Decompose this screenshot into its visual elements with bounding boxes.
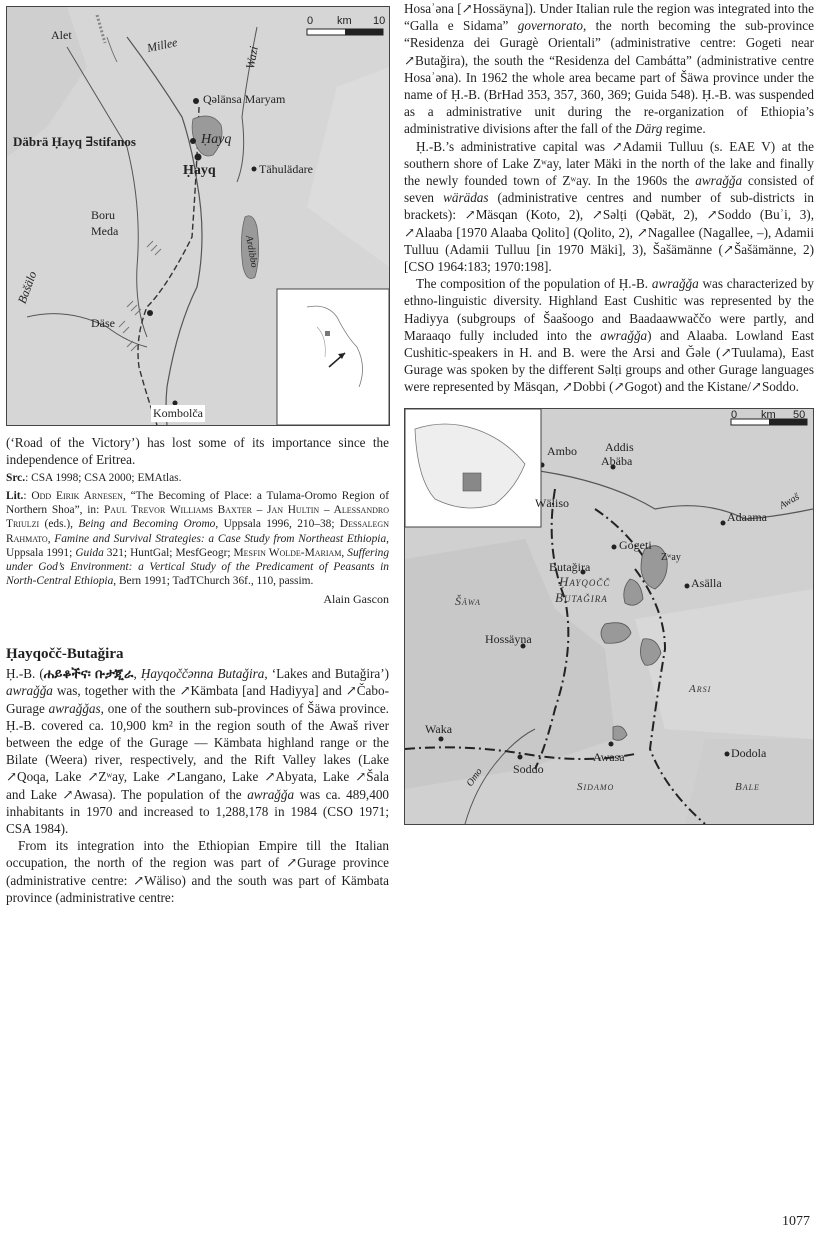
map2-scale-start: 0	[731, 408, 738, 421]
paragraph-capital	[404, 138, 814, 276]
page-number: 1077	[782, 1214, 810, 1229]
p2-text-d: was, together with the ↗Kämbata [and Hadiyya] and ↗Čabo-Gurage	[6, 683, 389, 716]
p2-text-f: was ca. 489,400 inhabitants in 1970 and increased to 1,288,178 in 1984 (CSO 1971; CSA 1984).	[6, 786, 390, 837]
label-tahuladare: Tähulädare	[259, 162, 313, 176]
p4-italic-2: Därg	[635, 121, 663, 137]
p4-text-c: regime.	[662, 121, 706, 137]
lit-book-3: Guida	[75, 546, 104, 559]
label-dase: Däse	[91, 316, 115, 330]
paragraph-definition	[6, 665, 389, 837]
label-hossayna: Hossäyna	[485, 631, 532, 646]
lit-book-1: Being and Becoming Oromo	[78, 518, 216, 531]
label-awasa: Awasa	[593, 749, 625, 764]
article-author: Alain Gascon	[323, 591, 389, 606]
lit-text-3: (eds.),	[39, 518, 79, 531]
label-alet: Alet	[51, 28, 72, 42]
hayq-map-graphic	[7, 7, 389, 425]
adaama-dot	[721, 520, 726, 525]
label-ambo: Ambo	[547, 443, 577, 458]
map1-scale-unit: km	[337, 15, 352, 27]
label-wazi: Wazi	[242, 45, 261, 70]
dodola-dot	[725, 751, 730, 756]
p4-italic-1: governorato	[517, 18, 583, 34]
p6-text-b: was characterized by ethno-linguistic diversity. Highland East Cushitic was represented by the Hadiyya (subgroups of Šaašoogo and Baadaawwaččo were partly, and Maraaqo fully included into the	[404, 276, 815, 343]
map1-scale-start: 0	[307, 15, 314, 27]
label-meda: Meda	[91, 224, 119, 238]
hayqocc-butagira-map	[404, 408, 814, 825]
label-awas: Awaš	[777, 491, 802, 512]
label-waka: Waka	[425, 721, 453, 736]
dabra-hayq-dot	[190, 138, 196, 144]
label-dodola: Dodola	[731, 745, 767, 760]
p2-ethiopic: ሐይቆችና፡ ቡታጂራ	[43, 666, 134, 682]
label-asalla: Asälla	[691, 575, 722, 590]
label-region-hayqocc: Ḥayqočč	[559, 573, 611, 589]
p5-text-a: Ḥ.-B.’s administrative capital was ↗Adamii Tulluu (s. EAE V) at the southern shore of Lake Zʷay, later Mäki in the north of the lake and finally the newly founded town of Zʷay. In the 1960s the	[404, 138, 814, 189]
label-region-butagira: Butaǧira	[555, 589, 608, 605]
p5-text-c: (administrative centres and number of sub-districts in brackets): ↗Mäsqan (Koto, 2), ↗Səlṭi (Qəbät, 2), ↗Soddo (Buʾi, 3), ↗Alaaba [1970 Alaaba Qolito] (Qolito, 2), ↗Nagallee (Nagallee, –), Adamii Tulluu (Adamii Tulluu [in 1970 Mäki], 3), Šašämänne (↗Šašämänne, 2) [CSO 1964:183; 1970:198].	[404, 190, 815, 275]
awasa-dot	[609, 741, 614, 746]
label-zway: Zʷay	[661, 551, 681, 563]
paragraph-intro: (‘Road of the Victory’) has lost some of its importance since the independence of Eritrea.	[6, 435, 389, 468]
lit-text-4: , Uppsala 1996, 210–38;	[215, 518, 340, 531]
gogeti-dot	[612, 544, 617, 549]
p6-italic-2: awraǧǧa	[600, 327, 648, 343]
p6-text-a: The composition of the population of Ḥ.-B.	[416, 276, 652, 292]
hayq-region-map	[6, 6, 390, 426]
label-adaama: Adaama	[727, 509, 767, 524]
label-dabra-hayq: Däbrä Ḥayq ∃stifanos	[13, 134, 136, 149]
label-ababa: Abäba	[601, 453, 633, 468]
map2-scale-unit: km	[761, 408, 776, 421]
lit-author-2: Paul Trevor Williams Baxter – Jan Hultin – Alessandro Triulzi	[6, 504, 390, 531]
entry-title: Ḥayqočč-Butaǧira	[6, 645, 124, 662]
p2-italic-2: awraǧǧa	[6, 683, 53, 699]
left-column	[6, 0, 389, 906]
label-boru: Boru	[91, 208, 115, 222]
lit-text-6: , Uppsala 1991;	[6, 532, 389, 559]
label-butagira: Butaǧira	[549, 559, 591, 574]
hayq-town-dot	[195, 154, 202, 161]
paragraph-history: From its integration into the Ethiopian Empire till the Italian occupation, the north of the region was part of ↗Gurage province (administrative centre: ↗Wäliso) and the south was part of Kämbata province (administrative centre:	[6, 838, 389, 905]
lit-text-5: ,	[47, 532, 55, 545]
map2-scale-end: 50	[793, 408, 806, 421]
label-soddo: Soddo	[513, 761, 544, 776]
p2-text-a: Ḥ.-B. (	[6, 666, 44, 682]
label-bosalo: Bašälo	[14, 269, 40, 306]
soddo-dot	[518, 754, 523, 759]
paragraph-italian-rule	[404, 0, 814, 138]
sources-text: : CSA 1998; CSA 2000; EMAtlas.	[25, 472, 182, 485]
lit-text-9: , Bern 1991; TadTChurch 36f., 110, passim.	[113, 575, 314, 588]
p5-italic-1: awraǧǧa	[695, 173, 743, 189]
right-column	[404, 0, 814, 825]
label-arsi: Arsi	[689, 682, 712, 695]
lit-author-1: Odd Eirik Arnesen	[31, 489, 123, 502]
lit-text-1: :	[23, 489, 32, 502]
p2-italic-1: Ḥayqoččənna Butaǧira	[140, 666, 265, 682]
lit-text-8: ,	[341, 546, 348, 559]
asalla-dot	[685, 583, 690, 588]
p4-text-a: Hosaʾəna [↗Hossäyna]). Under Italian rule the region was integrated into the “Galla e Sidama”	[404, 1, 814, 34]
label-millee: Millee	[145, 34, 179, 56]
literature-label: Lit.	[6, 489, 24, 502]
p2-italic-3: awraǧǧas	[48, 700, 101, 716]
label-gogeti: Gogeti	[619, 537, 652, 552]
label-sawa: Šäwa	[455, 593, 481, 608]
lit-book-4: Suffering under God’s Environment: a Vertical Study of the Predicament of Peasants in North-Central Ethiopia	[6, 546, 390, 588]
label-omo: Omo	[464, 766, 485, 789]
p5-italic-2: wärädas	[443, 190, 489, 206]
lit-text-2: , “The Becoming of Place: a Tulama-Oromo Region of Northern Shoa”, in:	[6, 489, 389, 516]
label-qalansa-maryam: Qəlänsa Maryam	[203, 92, 286, 106]
label-ardibbo: Ardibbo	[243, 234, 260, 269]
p2-text-b: ,	[133, 666, 141, 682]
label-hayq-town: Ḥayq	[183, 163, 216, 178]
label-waliso: Wäliso	[535, 495, 569, 510]
p6-text-c: ) and Alaaba. Lowland East Cushitic-speakers in H. and B. were the Arsi and Ǧəle (↗Tuulama), East Gurage was spoken by the different Səlṭi groups and other Gurage languages were represented by Mäsqan, ↗Dobbi (↗Gogot) and the Kistane/↗Soddo.	[404, 327, 814, 395]
lit-author-3: Dessalegn Rahmato	[6, 518, 389, 545]
label-addis: Addis	[605, 439, 634, 454]
qalansa-maryam-dot	[193, 98, 199, 104]
dase-dot	[147, 310, 153, 316]
p2-text-e: , one of the southern sub-provinces of Šäwa province. Ḥ.-B. covered ca. 10,900 km² in the region south of the Awaš river between the edge of the Gurage — Kämbata highland range or the Bilate (Weera) river, respectively, and the Rift Valley lakes (Lake ↗Qoqa, Lake ↗Zʷay, Lake ↗Langano, Lake ↗Abyata, Lake ↗Šala and Lake ↗Awasa). The population of the	[6, 700, 389, 802]
sources-label: Src.	[6, 472, 26, 485]
label-hayq-lake: Ḥayq	[201, 132, 232, 147]
lit-author-4: Mesfin Wolde-Mariam	[233, 546, 342, 559]
paragraph-population	[404, 275, 814, 395]
label-bale: Bale	[735, 780, 760, 793]
p4-text-b: , the north becoming the sub-province “Residenza dei Guragè Orientali” (administrative centre: Gogeti near ↗Butaǧira), the south the “Residenza del Cambátta” (administrative centre Hosaʾəna). In 1962 the whole area became part of Šäwa province under the name of Ḥ.-B. (BrHad 353, 357, 360, 369; Guida 548). Ḥ.-B. was suspended as a administrative unit during the re-organization of Ethiopia’s administrative divisions after the fall of the	[404, 18, 814, 137]
label-sidamo: Sidamo	[577, 780, 615, 793]
literature	[6, 489, 389, 589]
p2-text-c: , ‘Lakes and Butaǧira’)	[264, 666, 390, 682]
lit-book-2: Famine and Survival Strategies: a Case Study from Northeast Ethiopia	[54, 532, 387, 545]
p5-text-b: consisted of seven	[404, 173, 814, 206]
p6-italic-1: awraǧǧa	[651, 276, 699, 292]
p2-italic-4: awraǧǧa	[247, 786, 295, 802]
map1-scale-end: 10	[373, 15, 386, 27]
label-kombolca: Kombolča	[151, 405, 205, 422]
lit-text-7: 321; HuntGal; MesfGeogr;	[103, 546, 234, 559]
tahuladare-dot	[252, 167, 257, 172]
sources	[6, 471, 389, 485]
